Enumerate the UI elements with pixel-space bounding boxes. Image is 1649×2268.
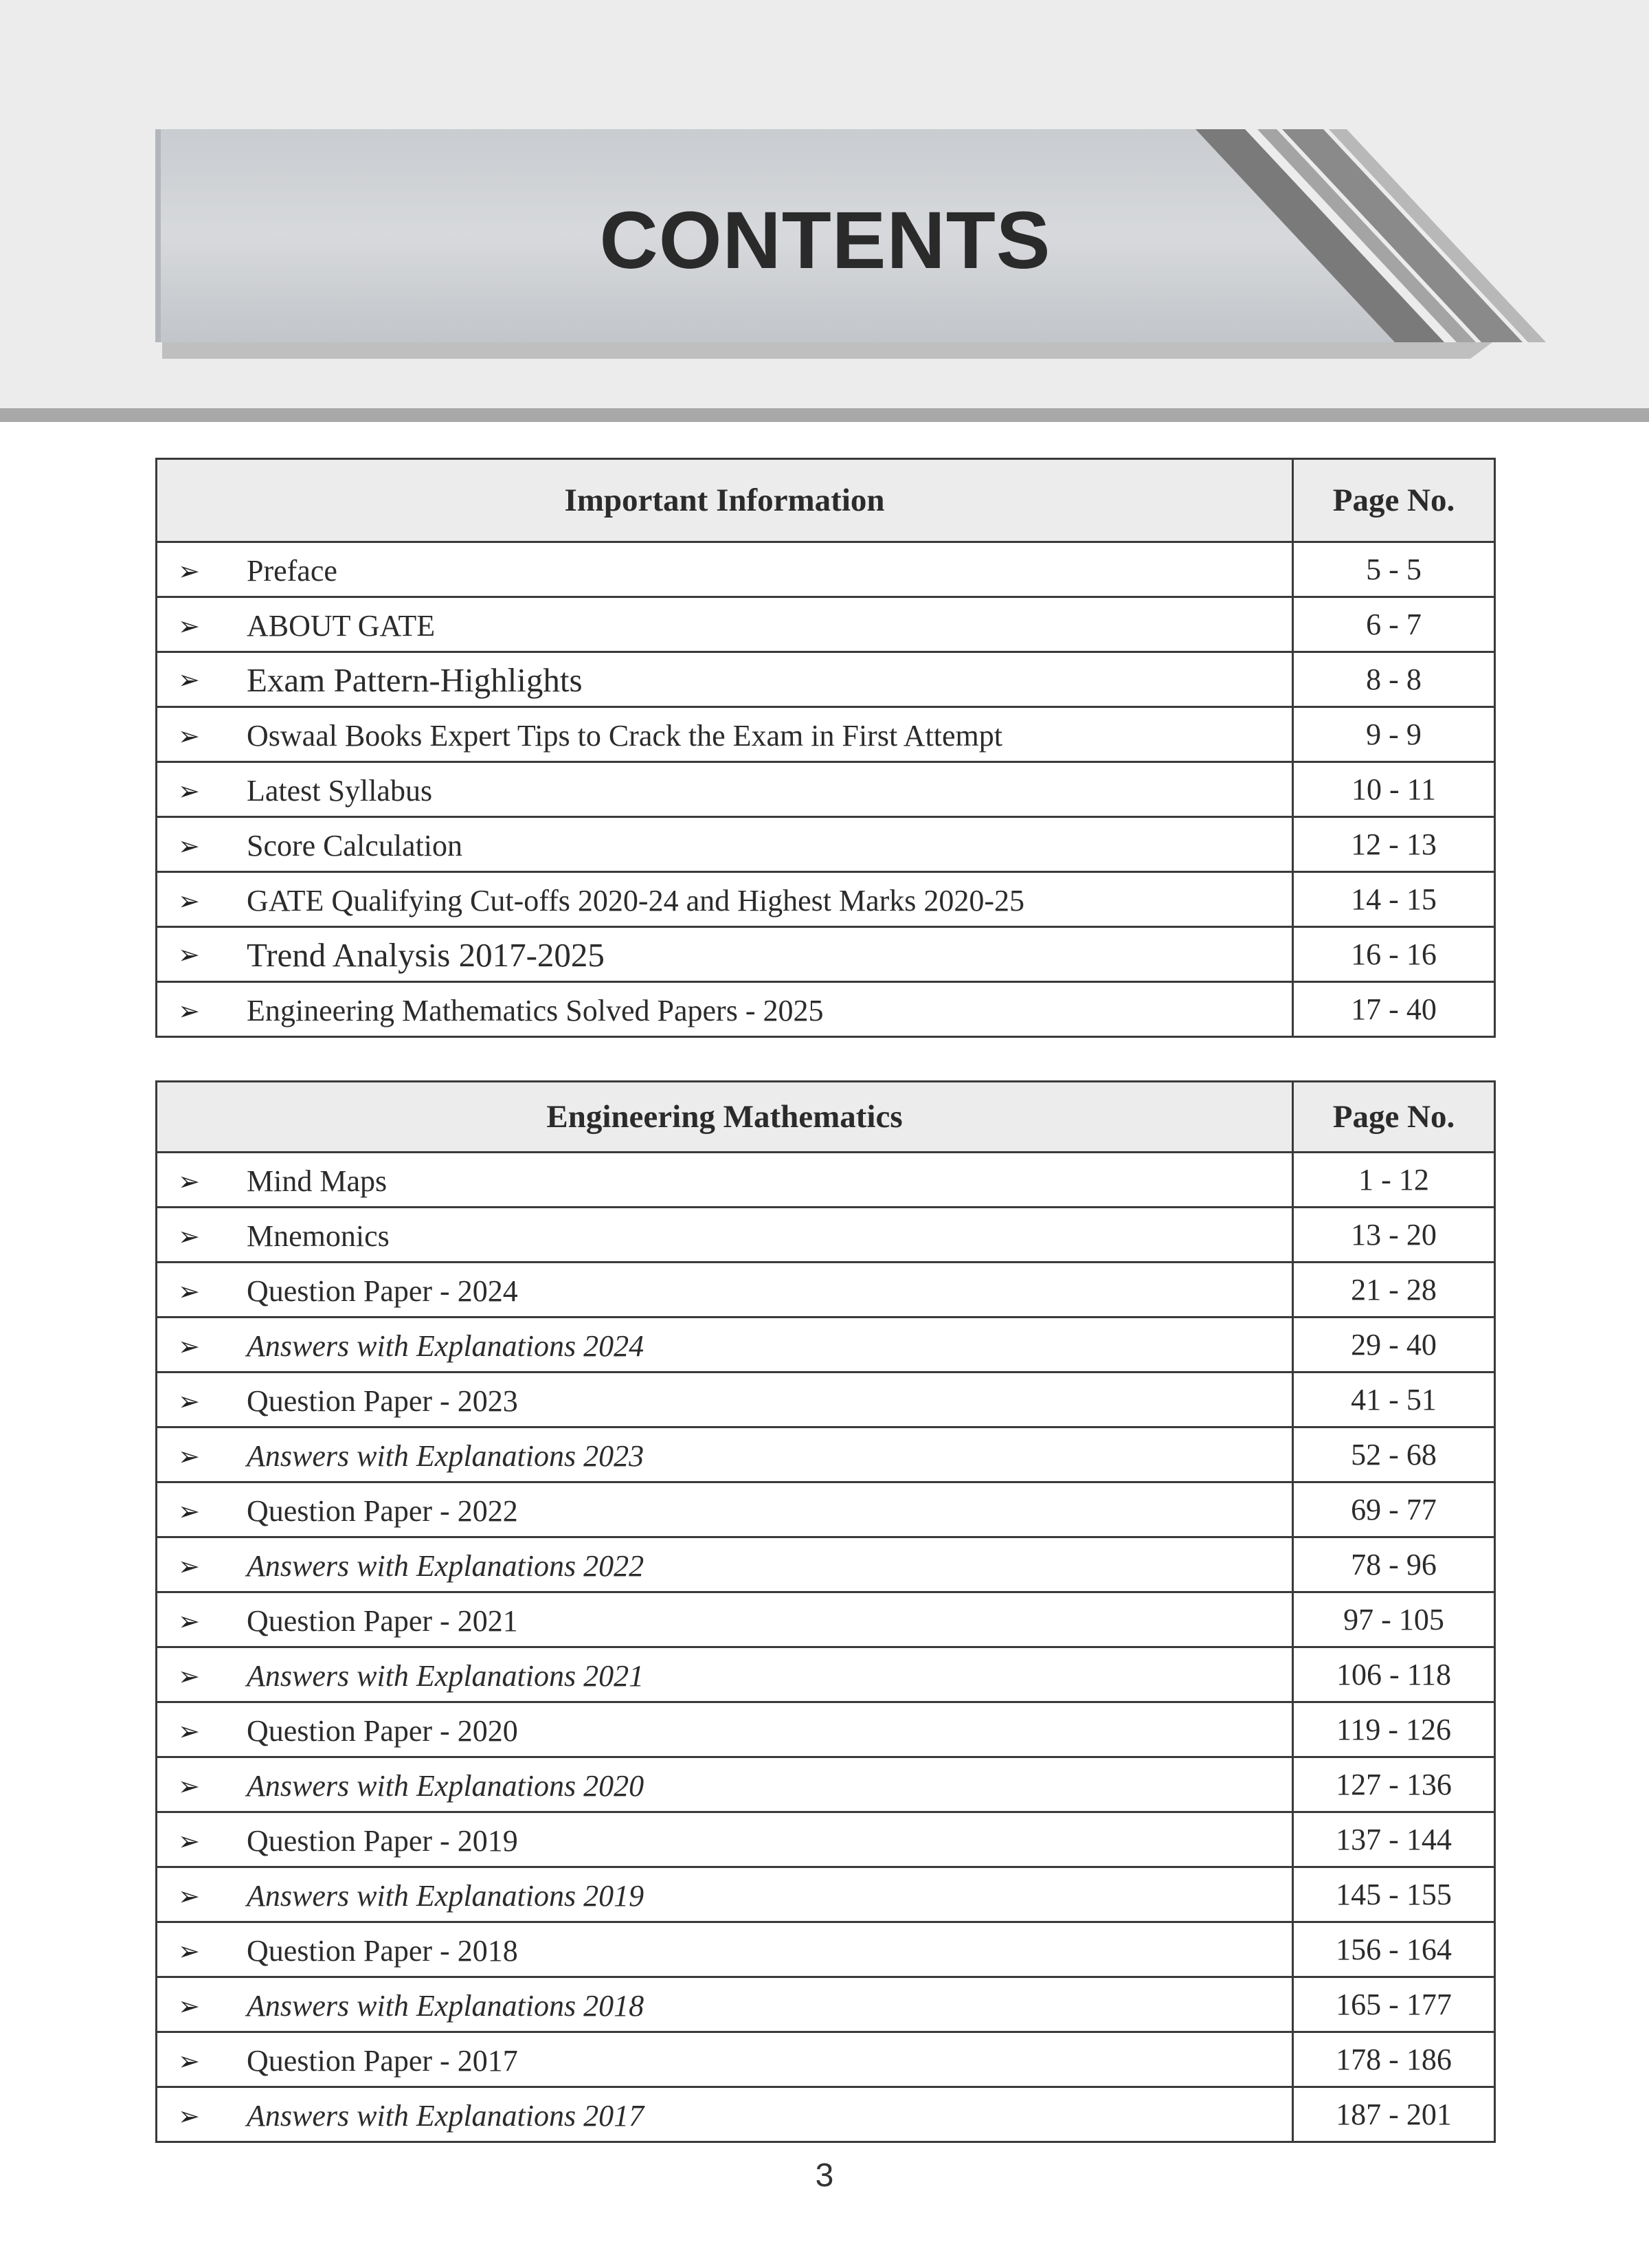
arrowhead-icon: ➢ (178, 1441, 200, 1471)
toc-item-pages: 137 - 144 (1293, 1812, 1495, 1867)
toc-item-pages: 21 - 28 (1293, 1263, 1495, 1318)
toc-item-label[interactable]: Mnemonics (247, 1219, 390, 1254)
toc-row[interactable] (157, 2032, 1495, 2087)
toc-row[interactable] (157, 1208, 1495, 1263)
arrowhead-icon: ➢ (178, 1935, 200, 1966)
arrowhead-icon: ➢ (178, 1770, 200, 1801)
arrowhead-icon: ➢ (178, 995, 200, 1026)
toc-row[interactable] (157, 1757, 1495, 1812)
arrowhead-icon: ➢ (178, 610, 200, 641)
arrowhead-icon: ➢ (178, 720, 200, 751)
toc-item-pages: 6 - 7 (1293, 597, 1495, 652)
arrowhead-icon: ➢ (178, 1331, 200, 1361)
arrowhead-icon: ➢ (178, 885, 200, 916)
arrowhead-icon: ➢ (178, 940, 200, 970)
toc-row[interactable] (157, 982, 1495, 1037)
important-information-table (155, 458, 1496, 1038)
toc-item-label[interactable]: Answers with Explanations 2017 (247, 2099, 644, 2133)
arrowhead-icon: ➢ (178, 555, 200, 586)
toc-item-pages: 9 - 9 (1293, 707, 1495, 762)
toc-item-pages: 41 - 51 (1293, 1372, 1495, 1427)
arrowhead-icon: ➢ (178, 665, 200, 696)
toc-row[interactable] (157, 1812, 1495, 1867)
toc-row[interactable] (157, 1263, 1495, 1318)
toc-item-pages: 1 - 12 (1293, 1153, 1495, 1208)
toc-row[interactable] (157, 1318, 1495, 1372)
toc-row[interactable] (157, 1537, 1495, 1592)
toc-item-label[interactable]: GATE Qualifying Cut-offs 2020-24 and Highest Marks 2020-25 (247, 884, 1025, 918)
toc-item-label[interactable]: Latest Syllabus (247, 774, 433, 808)
toc-item-pages: 187 - 201 (1293, 2087, 1495, 2142)
page-title: CONTENTS (599, 195, 1051, 286)
toc-item-label[interactable]: Score Calculation (247, 829, 463, 863)
toc-item-label[interactable]: Answers with Explanations 2020 (247, 1769, 644, 1803)
toc-item-pages: 5 - 5 (1293, 542, 1495, 597)
arrowhead-icon: ➢ (178, 1990, 200, 2021)
toc-item-label[interactable]: Oswaal Books Expert Tips to Crack the Exam in First Attempt (247, 719, 1002, 753)
toc-item-label[interactable]: Question Paper - 2018 (247, 1934, 518, 1968)
arrowhead-icon: ➢ (178, 1166, 200, 1197)
toc-item-pages: 127 - 136 (1293, 1757, 1495, 1812)
arrowhead-icon: ➢ (178, 1221, 200, 1252)
toc-item-pages: 17 - 40 (1293, 982, 1495, 1037)
section-header: Engineering Mathematics (157, 1082, 1293, 1153)
toc-item-label[interactable]: Answers with Explanations 2021 (247, 1659, 644, 1693)
page-number: 3 (815, 2157, 834, 2194)
toc-item-label[interactable]: Mind Maps (247, 1164, 388, 1199)
toc-row[interactable] (157, 1867, 1495, 1922)
toc-row[interactable] (157, 2087, 1495, 2142)
toc-row[interactable] (157, 1482, 1495, 1537)
toc-row[interactable] (157, 707, 1495, 762)
toc-item-label[interactable]: Exam Pattern-Highlights (247, 660, 583, 699)
toc-item-pages: 97 - 105 (1293, 1592, 1495, 1647)
toc-item-label[interactable]: Question Paper - 2019 (247, 1824, 518, 1858)
arrowhead-icon: ➢ (178, 1386, 200, 1416)
toc-row[interactable] (157, 597, 1495, 652)
toc-item-label[interactable]: Answers with Explanations 2018 (247, 1989, 644, 2023)
toc-item-pages: 8 - 8 (1293, 652, 1495, 707)
toc-item-pages: 16 - 16 (1293, 927, 1495, 982)
arrowhead-icon: ➢ (178, 2045, 200, 2076)
arrowhead-icon: ➢ (178, 1825, 200, 1856)
toc-item-pages: 156 - 164 (1293, 1922, 1495, 1977)
toc-item-label[interactable]: Question Paper - 2024 (247, 1274, 518, 1309)
arrowhead-icon: ➢ (178, 1496, 200, 1526)
arrowhead-icon: ➢ (178, 1880, 200, 1911)
toc-item-label[interactable]: Answers with Explanations 2024 (247, 1329, 644, 1364)
arrowhead-icon: ➢ (178, 775, 200, 806)
arrowhead-icon: ➢ (178, 830, 200, 861)
toc-row[interactable] (157, 1922, 1495, 1977)
toc-item-label[interactable]: Preface (247, 554, 337, 588)
toc-item-pages: 10 - 11 (1293, 762, 1495, 817)
toc-item-label[interactable]: Answers with Explanations 2022 (247, 1549, 644, 1583)
toc-item-label[interactable]: Question Paper - 2017 (247, 2044, 518, 2078)
toc-item-label[interactable]: ABOUT GATE (247, 609, 436, 643)
toc-row[interactable] (157, 652, 1495, 707)
toc-item-pages: 69 - 77 (1293, 1482, 1495, 1537)
toc-item-label[interactable]: Answers with Explanations 2019 (247, 1879, 644, 1913)
toc-item-label[interactable]: Question Paper - 2021 (247, 1604, 518, 1638)
arrowhead-icon: ➢ (178, 1550, 200, 1581)
toc-row[interactable] (157, 542, 1495, 597)
toc-item-pages: 178 - 186 (1293, 2032, 1495, 2087)
toc-item-pages: 12 - 13 (1293, 817, 1495, 872)
arrowhead-icon: ➢ (178, 1605, 200, 1636)
toc-row[interactable] (157, 1647, 1495, 1702)
toc-item-label[interactable]: Question Paper - 2020 (247, 1714, 518, 1748)
toc-item-label[interactable]: Trend Analysis 2017-2025 (247, 935, 605, 974)
toc-row[interactable] (157, 1977, 1495, 2032)
toc-row[interactable] (157, 762, 1495, 817)
toc-row[interactable] (157, 1153, 1495, 1208)
toc-row[interactable] (157, 872, 1495, 927)
engineering-mathematics-table (155, 1080, 1496, 2143)
page-no-header: Page No. (1293, 1082, 1495, 1153)
toc-item-pages: 13 - 20 (1293, 1208, 1495, 1263)
toc-item-pages: 29 - 40 (1293, 1318, 1495, 1372)
toc-item-pages: 106 - 118 (1293, 1647, 1495, 1702)
arrowhead-icon: ➢ (178, 1715, 200, 1746)
arrowhead-icon: ➢ (178, 2100, 200, 2131)
toc-item-label[interactable]: Engineering Mathematics Solved Papers - 2025 (247, 994, 824, 1028)
toc-row[interactable] (157, 817, 1495, 872)
toc-row[interactable] (157, 1702, 1495, 1757)
arrowhead-icon: ➢ (178, 1276, 200, 1307)
toc-item-pages: 145 - 155 (1293, 1867, 1495, 1922)
toc-item-pages: 78 - 96 (1293, 1537, 1495, 1592)
toc-item-pages: 119 - 126 (1293, 1702, 1495, 1757)
toc-row[interactable] (157, 1372, 1495, 1427)
toc-item-label[interactable]: Question Paper - 2023 (247, 1384, 518, 1419)
arrowhead-icon: ➢ (178, 1660, 200, 1691)
toc-row[interactable] (157, 1427, 1495, 1482)
toc-item-label[interactable]: Question Paper - 2022 (247, 1494, 518, 1528)
page-no-header: Page No. (1293, 459, 1495, 542)
section-header: Important Information (157, 459, 1293, 542)
toc-item-pages: 165 - 177 (1293, 1977, 1495, 2032)
toc-item-label[interactable]: Answers with Explanations 2023 (247, 1439, 644, 1474)
toc-row[interactable] (157, 927, 1495, 982)
toc-item-pages: 14 - 15 (1293, 872, 1495, 927)
toc-item-pages: 52 - 68 (1293, 1427, 1495, 1482)
toc-row[interactable] (157, 1592, 1495, 1647)
